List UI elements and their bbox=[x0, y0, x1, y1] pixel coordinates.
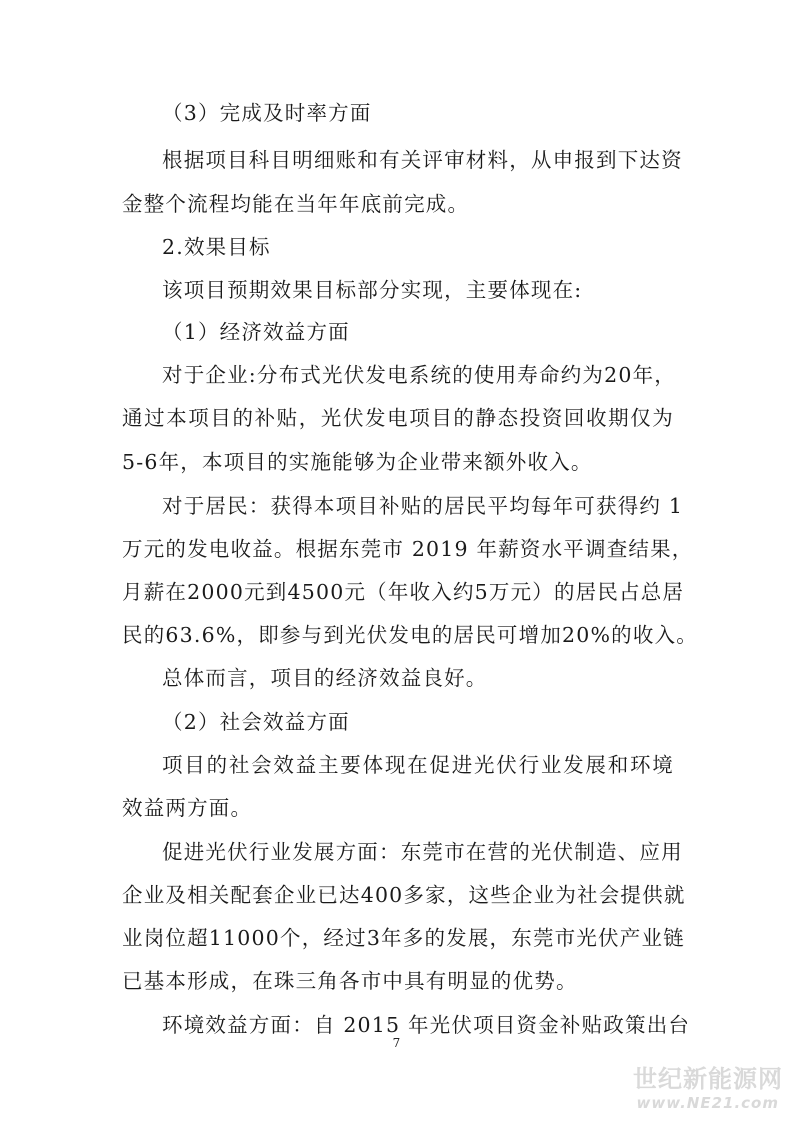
paragraph-line: 5-6年，本项目的实施能够为企业带来额外收入。 bbox=[122, 450, 593, 474]
paragraph-line: 根据项目科目明细账和有关评审材料，从申报到下达资 bbox=[162, 148, 683, 172]
paragraph-line: 环境效益方面：自 2015 年光伏项目资金补贴政策出台 bbox=[162, 1013, 691, 1037]
section-heading-effect-goals: 2.效果目标 bbox=[162, 235, 271, 259]
paragraph-line: 万元的发电收益。根据东莞市 2019 年薪资水平调查结果， bbox=[122, 537, 694, 561]
paragraph-line: 该项目预期效果目标部分实现，主要体现在: bbox=[162, 278, 583, 302]
paragraph-line: 项目的社会效益主要体现在促进光伏行业发展和环境 bbox=[162, 753, 674, 777]
watermark-url: www.NE21.com bbox=[636, 1094, 779, 1112]
page-number: 7 bbox=[392, 1036, 401, 1050]
paragraph-line: 月薪在2000元到4500元（年收入约5万元）的居民占总居 bbox=[122, 580, 685, 604]
paragraph-line: 总体而言，项目的经济效益良好。 bbox=[162, 666, 488, 690]
paragraph-line: 促进光伏行业发展方面：东莞市在营的光伏制造、应用 bbox=[162, 840, 683, 864]
paragraph-line: 对于企业:分布式光伏发电系统的使用寿命约为20年， bbox=[162, 363, 676, 387]
paragraph-line: 已基本形成，在珠三角各市中具有明显的优势。 bbox=[122, 969, 578, 993]
heading-social-benefit: （2）社会效益方面 bbox=[162, 710, 350, 734]
paragraph-line: 业岗位超11000个，经过3年多的发展，东莞市光伏产业链 bbox=[122, 926, 685, 950]
paragraph-line: 金整个流程均能在当年年底前完成。 bbox=[122, 192, 470, 216]
heading-timeliness: （3）完成及时率方面 bbox=[162, 101, 372, 125]
watermark-logo-text: 世纪新能源网 bbox=[633, 1065, 783, 1093]
paragraph-line: 对于居民：获得本项目补贴的居民平均每年可获得约 1 bbox=[162, 494, 684, 518]
paragraph-line: 效益两方面。 bbox=[122, 796, 253, 820]
heading-economic-benefit: （1）经济效益方面 bbox=[162, 320, 350, 344]
paragraph-line: 企业及相关配套企业已达400多家，这些企业为社会提供就 bbox=[122, 883, 686, 907]
paragraph-line: 通过本项目的补贴，光伏发电项目的静态投资回收期仅为 bbox=[122, 406, 674, 430]
paragraph-line: 民的63.6%，即参与到光伏发电的居民可增加20%的收入。 bbox=[122, 623, 698, 647]
